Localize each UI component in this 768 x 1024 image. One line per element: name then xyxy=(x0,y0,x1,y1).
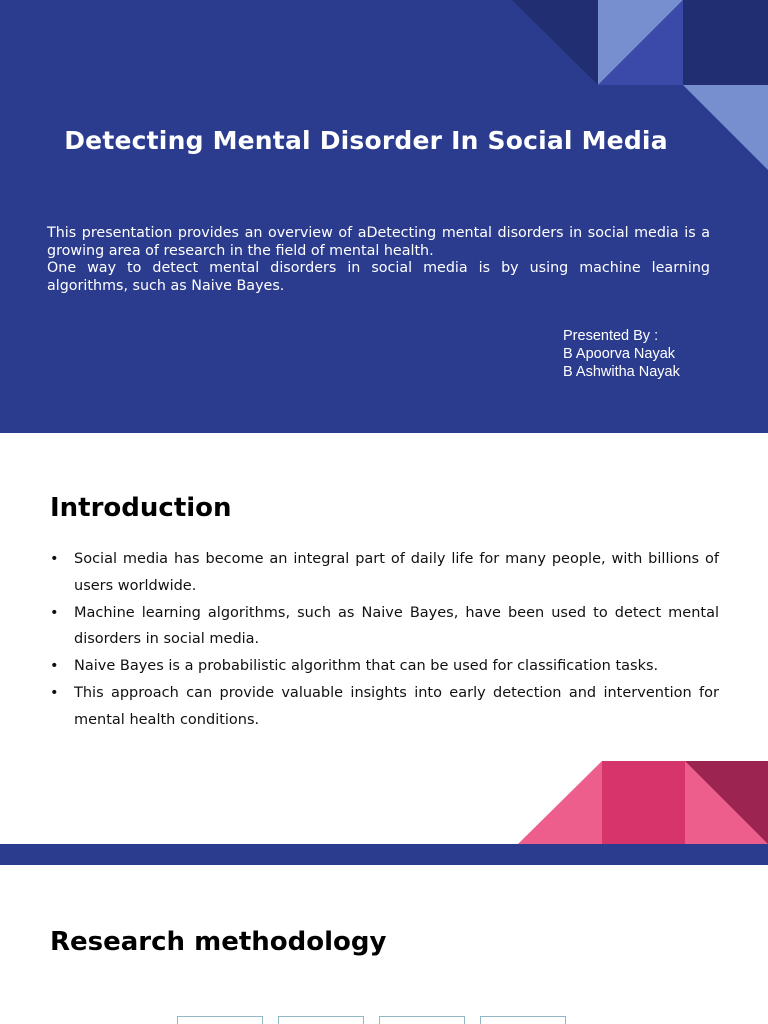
bullet-text: This approach can provide valuable insights into early detection and intervention for mental health conditions. xyxy=(74,684,719,728)
bullet-icon: • xyxy=(50,604,59,621)
presenter-name: B Ashwitha Nayak xyxy=(563,364,680,381)
list-item xyxy=(50,600,719,654)
deco-pink-triangle xyxy=(518,761,602,844)
presentation-title: Detecting Mental Disorder In Social Media xyxy=(64,126,668,155)
bullet-text: Naive Bayes is a probabilistic algorithm that can be used for classification tasks. xyxy=(74,658,659,675)
presented-by-label: Presented By : xyxy=(563,328,659,344)
presenter-name: B Apoorva Nayak xyxy=(563,346,676,363)
introduction-bullet-list xyxy=(50,546,719,734)
bullet-text: Machine learning algorithms, such as Naive Bayes, have been used to detect mental disorders in social media. xyxy=(74,604,719,648)
title-slide xyxy=(0,0,768,433)
methodology-step-box xyxy=(177,1016,263,1024)
corner-decoration-shapes xyxy=(518,761,768,844)
methodology-step-box xyxy=(379,1016,465,1024)
bullet-icon: • xyxy=(50,551,59,567)
research-methodology-heading: Research methodology xyxy=(50,927,387,957)
summary-text xyxy=(47,225,710,296)
bullet-icon: • xyxy=(50,684,59,701)
deco-dark-square xyxy=(683,0,768,85)
list-item xyxy=(50,653,719,680)
presenters-block xyxy=(563,327,680,382)
methodology-step-box xyxy=(278,1016,364,1024)
bullet-text: Social media has become an integral part of daily life for many people, with billions of users worldwide. xyxy=(74,551,719,594)
deco-magenta-square xyxy=(602,761,685,844)
bullet-icon: • xyxy=(50,658,59,675)
list-item xyxy=(50,546,719,600)
methodology-step-box xyxy=(480,1016,566,1024)
slide-separator-band xyxy=(0,844,768,865)
introduction-slide xyxy=(0,433,768,844)
introduction-heading: Introduction xyxy=(50,493,232,523)
deco-dark-triangle xyxy=(512,0,598,85)
research-methodology-slide xyxy=(0,865,768,1024)
summary-paragraph: This presentation provides an overview of aDetecting mental disorders in social media is a growing area of research in the field of mental health. xyxy=(47,225,710,259)
summary-paragraph: One way to detect mental disorders in social media is by using machine learning algorithms, such as Naive Bayes. xyxy=(47,260,710,295)
list-item xyxy=(50,680,719,734)
